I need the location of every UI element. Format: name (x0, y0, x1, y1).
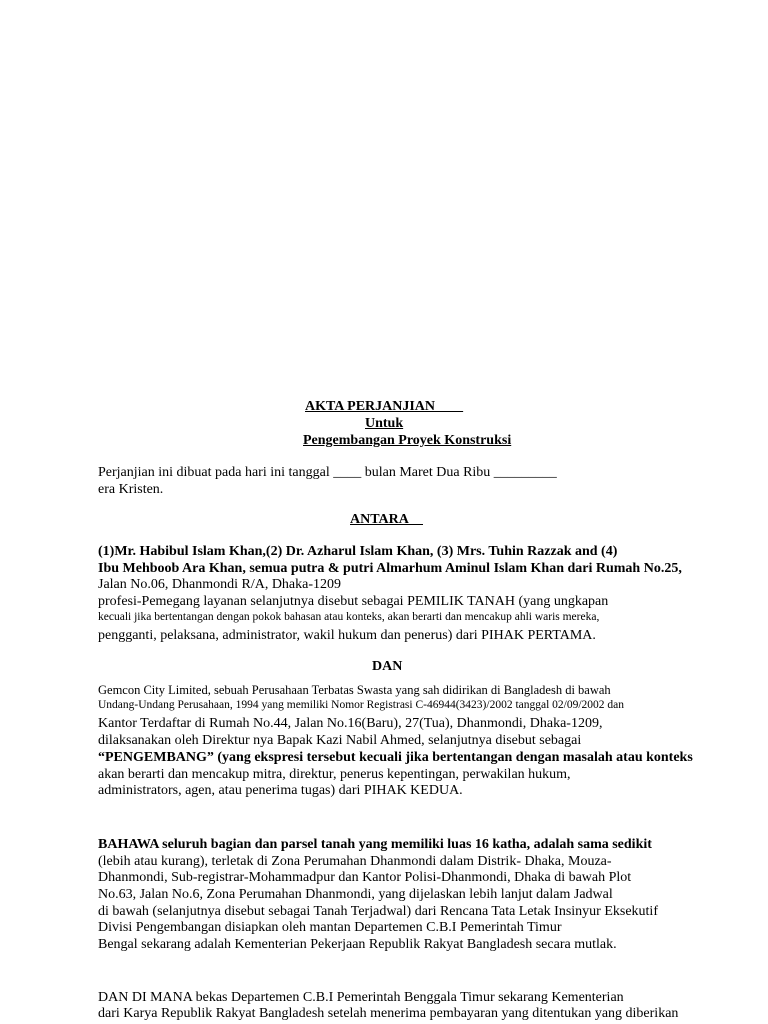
bahawa-line-6: Divisi Pengembangan disiapkan oleh mantan Departemen C.B.I Pemerintah Timur (98, 920, 562, 935)
first-party-line-5: kecuali jika bertentangan dengan pokok bahasan atau konteks, akan berarti dan mencakup ahli waris mereka, (98, 611, 600, 623)
bahawa-line-5: di bawah (selanjutnya disebut sebagai Tanah Terjadwal) dari Rencana Tata Letak Insinyur Eksekutif (98, 904, 658, 919)
first-party-line-2: Ibu Mehboob Ara Khan, semua putra & putri Almarhum Aminul Islam Khan dari Rumah No.25, (98, 561, 682, 576)
bahawa-line-7: Bengal sekarang adalah Kementerian Pekerjaan Republik Rakyat Bangladesh secara mutlak. (98, 937, 617, 952)
intro-line-2: era Kristen. (98, 482, 164, 497)
bahawa-line-2: (lebih atau kurang), terletak di Zona Perumahan Dhanmondi dalam Distrik- Dhaka, Mouza- (98, 854, 612, 869)
second-party-line-6: akan berarti dan mencakup mitra, direktur, penerus kepentingan, perwakilan hukum, (98, 767, 571, 782)
first-party-line-4: profesi-Pemegang layanan selanjutnya disebut sebagai PEMILIK TANAH (yang ungkapan (98, 594, 609, 609)
first-party-line-1 (98, 545, 670, 559)
bahawa-line-1: BAHAWA seluruh bagian dan parsel tanah yang memiliki luas 16 katha, adalah sama sedikit (98, 837, 652, 852)
dan-di-mana-line-1: DAN DI MANA bekas Departemen C.B.I Pemerintah Benggala Timur sekarang Kementerian (98, 990, 624, 1005)
heading-antara: ANTARA__ (350, 512, 423, 527)
second-party-line-7: administrators, agen, atau penerima tugas) dari PIHAK KEDUA. (98, 783, 463, 798)
second-party-line-3: Kantor Terdaftar di Rumah No.44, Jalan No.16(Baru), 27(Tua), Dhanmondi, Dhaka-1209, (98, 716, 603, 731)
second-party-line-2: Undang-Undang Perusahaan, 1994 yang memiliki Nomor Registrasi C-46944(3423)/2002 tanggal 02/09/2002 dan (98, 699, 625, 711)
intro-line-1: Perjanjian ini dibuat pada hari ini tanggal ____ bulan Maret Dua Ribu _________ (98, 465, 557, 480)
heading-dan: DAN (372, 659, 403, 674)
second-party-line-5: “PENGEMBANG” (yang ekspresi tersebut kecuali jika bertentangan dengan masalah atau konteks (98, 750, 693, 765)
document-subtitle-untuk: Untuk (365, 416, 404, 431)
dan-di-mana-line-2: dari Karya Republik Rakyat Bangladesh setelah menerima pembayaran yang ditentukan yang diberikan (98, 1006, 679, 1021)
first-party-line-3: Jalan No.06, Dhanmondi R/A, Dhaka-1209 (98, 577, 342, 592)
first-party-line-6: pengganti, pelaksana, administrator, wakil hukum dan penerus) dari PIHAK PERTAMA. (98, 628, 596, 643)
bahawa-line-3: Dhanmondi, Sub-registrar-Mohammadpur dan Kantor Polisi-Dhanmondi, Dhaka di bawah Plot (98, 870, 632, 885)
bahawa-line-4: No.63, Jalan No.6, Zona Perumahan Dhanmondi, yang dijelaskan lebih lanjut dalam Jadwal (98, 887, 613, 902)
second-party-line-1: Gemcon City Limited, sebuah Perusahaan Terbatas Swasta yang sah didirikan di Bangladesh di bawah (98, 683, 611, 697)
second-party-line-4: dilaksanakan oleh Direktur nya Bapak Kazi Nabil Ahmed, selanjutnya disebut sebagai (98, 733, 582, 748)
first-party-line-1-text: (1)Mr. Habibul Islam Khan,(2) Dr. Azharul Islam Khan, (3) Mrs. Tuhin Razzak and (4) (98, 544, 618, 559)
document-title: AKTA PERJANJIAN____ (305, 399, 464, 414)
document-subtitle-project: Pengembangan Proyek Konstruksi (303, 433, 512, 448)
